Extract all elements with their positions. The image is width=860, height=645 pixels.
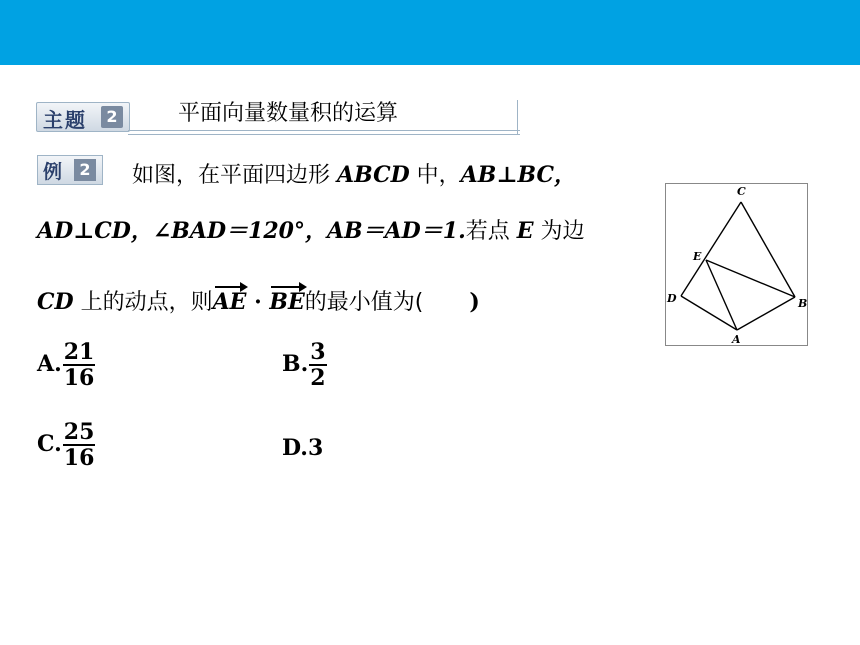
q3-blank: ) xyxy=(423,289,480,315)
option-c-denominator: 16 xyxy=(63,445,95,471)
question-line-2 xyxy=(37,214,585,245)
label-c: C xyxy=(737,185,746,198)
dot-operator: · xyxy=(246,289,270,315)
option-c-fraction xyxy=(63,420,96,470)
option-c xyxy=(37,420,95,470)
q2-conditions: AD⊥CD，∠BAD＝120°，AB＝AD＝1. xyxy=(37,218,466,244)
topic-badge xyxy=(36,102,130,132)
label-d: D xyxy=(667,292,677,305)
option-a-label: A. xyxy=(37,351,62,377)
question-line-3 xyxy=(37,285,480,316)
example-badge xyxy=(37,155,103,185)
label-b: B xyxy=(798,297,807,310)
question-line-1 xyxy=(132,158,576,189)
q1-text: 如图，在平面四边形 xyxy=(132,163,337,188)
label-a: A xyxy=(732,333,741,345)
option-b-label: B. xyxy=(282,351,309,377)
q3-ask: 的最小值为( xyxy=(304,290,424,315)
quadrilateral-figure xyxy=(665,183,808,346)
option-b-numerator: 3 xyxy=(310,339,326,365)
option-d xyxy=(282,435,323,461)
topic-underline-2 xyxy=(128,134,520,135)
segment-dc xyxy=(681,202,741,296)
option-a xyxy=(37,340,95,390)
q3-segment: CD xyxy=(37,289,74,315)
topic-number: 2 xyxy=(101,106,123,128)
option-b xyxy=(282,340,327,390)
q2-tail: 为边 xyxy=(533,219,585,244)
q2-text: 若点 xyxy=(465,219,517,244)
vector-be: BE xyxy=(269,289,305,315)
example-word: 例 xyxy=(43,161,63,183)
example-number: 2 xyxy=(74,159,96,181)
topic-title: 平面向量数量积的运算 xyxy=(178,101,399,126)
q1-quad: ABCD xyxy=(337,162,410,188)
label-e: E xyxy=(693,250,702,263)
segment-cb xyxy=(741,202,795,297)
figure-svg xyxy=(666,184,807,345)
option-c-numerator: 25 xyxy=(63,419,95,445)
q1-mid: 中， xyxy=(409,163,461,188)
top-banner xyxy=(0,0,860,65)
topic-underline xyxy=(128,130,520,131)
option-d-label: D. xyxy=(282,435,308,461)
option-a-numerator: 21 xyxy=(63,339,95,365)
q2-point: E xyxy=(516,218,534,244)
segment-ad xyxy=(681,296,737,330)
option-a-denominator: 16 xyxy=(63,365,95,391)
option-b-fraction xyxy=(309,340,326,390)
segment-ba xyxy=(737,297,795,330)
topic-word: 主题 xyxy=(43,108,87,132)
vector-ae: AE xyxy=(212,289,247,315)
option-b-denominator: 2 xyxy=(310,365,326,391)
option-c-label: C. xyxy=(37,431,62,457)
q3-text: 上的动点，则 xyxy=(73,290,213,315)
option-a-fraction xyxy=(63,340,96,390)
option-d-value: 3 xyxy=(307,435,324,461)
topic-header xyxy=(36,96,520,136)
topic-divider xyxy=(517,100,518,134)
q1-perp: AB⊥BC， xyxy=(460,162,576,188)
